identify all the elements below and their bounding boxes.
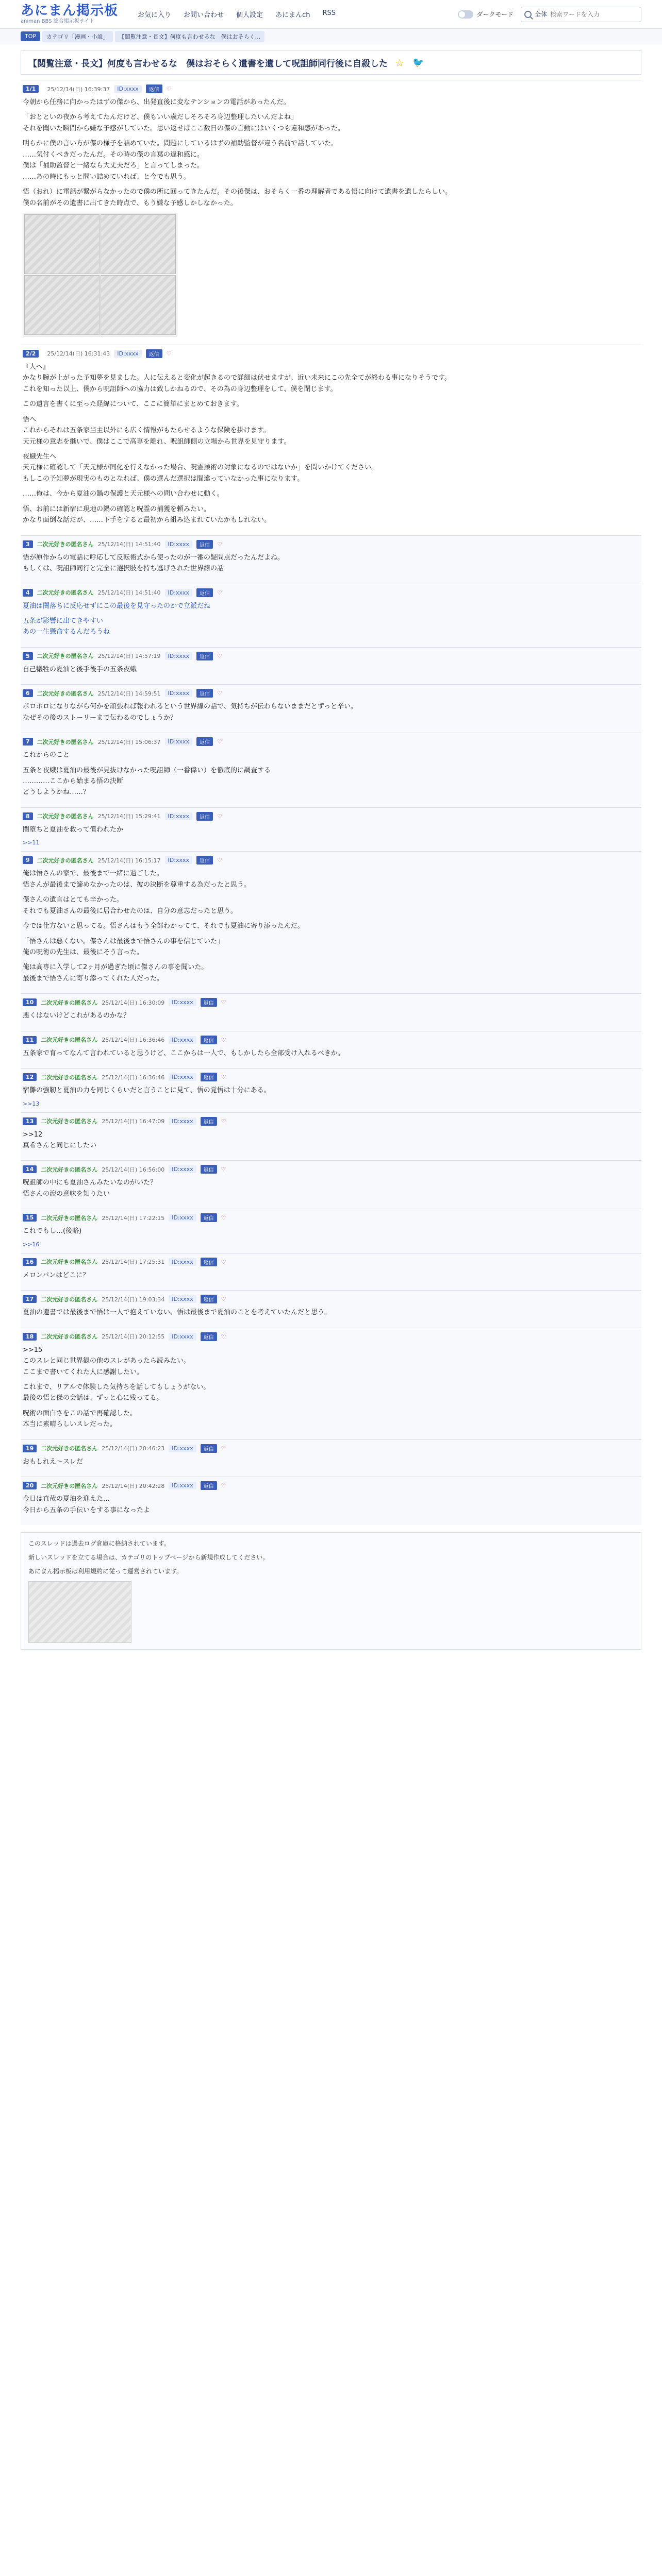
reply-button[interactable]: 返信 [201, 1444, 217, 1453]
poster-id[interactable]: ID:xxxx [114, 350, 141, 358]
heart-icon[interactable]: ♡ [166, 86, 172, 92]
post-header [23, 84, 639, 93]
poster-name: 二次元好きの匿名さん [37, 541, 94, 548]
post-paragraph: ……俺は、今から夏油の鍋の保護と天元様への問い合わせに動く。 [23, 490, 224, 498]
heart-icon[interactable]: ♡ [221, 1166, 226, 1173]
post-paragraph: 悟、お前には新宿に現地の鍋の確認と呪霊の捕獲を頼みたい。 かなり面倒な話だが、……下手をすると最初から組み込まれていたかもしれない。 [23, 505, 271, 524]
post-paragraph: 五条家で育ってなんて言われていると思うけど、ここからは一人で、もしかしたら全部受け入れるべきか。 [23, 1049, 344, 1057]
poster-id[interactable]: ID:xxxx [165, 812, 192, 820]
post [21, 1253, 641, 1290]
poster-name: 二次元好きの匿名さん [37, 813, 94, 820]
thread-title: 【閲覧注意・長文】何度も言わせるな 僕はおそらく遺書を遺して呪詛師同行後に自殺した [28, 59, 388, 69]
post [21, 1112, 641, 1161]
toggle-switch[interactable] [458, 10, 473, 19]
post-body [23, 868, 639, 984]
heart-icon[interactable]: ♡ [221, 1445, 226, 1452]
post [21, 1290, 641, 1327]
heart-icon[interactable]: ♡ [221, 999, 226, 1006]
heart-icon[interactable]: ♡ [221, 1117, 226, 1125]
post-paragraph: 悪くはないけどこれがあるのかな？ [23, 1012, 130, 1020]
post-body [23, 1456, 639, 1467]
poster-name: 二次元好きの匿名さん [37, 653, 94, 660]
post-date: 25/12/14(日) 17:22:15 [102, 1214, 165, 1222]
post-number[interactable]: 17 [23, 1295, 37, 1303]
poster-id[interactable]: ID:xxxx [169, 1482, 196, 1489]
post-date: 25/12/14(日) 20:46:23 [102, 1445, 165, 1452]
reply-button[interactable]: 返信 [201, 1258, 217, 1266]
post-header [23, 1213, 639, 1222]
breadcrumb [0, 29, 662, 44]
post-date: 25/12/14(日) 15:29:41 [97, 813, 161, 820]
reply-button[interactable]: 返信 [196, 540, 213, 549]
post-paragraph: 「おとといの夜から考えてたんだけど、僕もいい歳だしそろそろ身辺整理したいんだよね」 それを聞いた瞬間から嫌な予感がしていた。思い返せばここ数日の傑の言動にはいくつも違和感があった。 [23, 113, 344, 132]
reply-button[interactable]: 返信 [201, 1073, 217, 1081]
post-paragraph: 自己犠牲の夏油と後手後手の五条夜蛾 [23, 665, 137, 673]
poster-name: 二次元好きの匿名さん [41, 1074, 98, 1081]
post-body [23, 824, 639, 835]
post-image[interactable] [23, 213, 177, 336]
footer-notice [21, 1532, 641, 1650]
post-paragraph: 明らかに僕の言い方が傑の様子を詰めていた。問題にしているはずの補助監督が違う名前で話していた。 ……気付くべきだったんだ。その時の傑の言葉の違和感に。 僕は「補助監督と一緒なら大丈夫だろ」と言ってしまった。 ……あの時にもっと問い詰めていれば、と今でも思う。 [23, 140, 338, 181]
heart-icon[interactable]: ♡ [217, 540, 222, 548]
post-paragraph: 闇堕ちと夏油を救って償われたか [23, 825, 124, 834]
reply-button[interactable]: 返信 [201, 1332, 217, 1341]
poster-id[interactable]: ID:xxxx [169, 1214, 196, 1222]
post-paragraph: 「悟さんは悪くない。傑さんは最後まで悟さんの事を信じていた」 俺の呪術の先生は、最後にそう言った。 [23, 937, 224, 956]
poster-id[interactable]: ID:xxxx [165, 738, 192, 745]
nav-favorites[interactable]: お気に入り [138, 11, 172, 19]
post-number[interactable]: 12 [23, 1073, 37, 1081]
post-number[interactable]: 1/1 [23, 85, 39, 93]
site-header [0, 0, 662, 29]
post-paragraph: 宿儺の強靭と夏油の力を同じくらいだと言うことに見て、悟の覚悟は十分にある。 [23, 1087, 271, 1095]
post [21, 684, 641, 733]
heart-icon[interactable]: ♡ [221, 1214, 226, 1222]
post-body [23, 1085, 639, 1096]
manga-panel [24, 214, 100, 274]
post-body [23, 1010, 639, 1021]
post-header [23, 812, 639, 821]
post-date: 25/12/14(日) 14:51:40 [97, 589, 161, 596]
post-paragraph: >>12 真希さんと同じにしたい [23, 1130, 97, 1149]
post-number[interactable]: 10 [23, 998, 37, 1006]
post-paragraph: 夜蛾先生へ 天元様に確認して「天元様が同化を行えなかった場合、呪霊操術の対象になるのではないか」を問いかけてください。 もしこの予知夢が現実のものとなれば、僕の選んだ選択は間違っていなかった事になります。 [23, 453, 378, 483]
search-box [521, 7, 641, 22]
post-header [23, 652, 639, 660]
post-date: 25/12/14(日) 15:06:37 [97, 738, 161, 745]
post [21, 851, 641, 993]
post [21, 1477, 641, 1525]
logo-text: あにまん掲示板 [21, 3, 119, 19]
poster-name: 二次元好きの匿名さん [41, 1296, 98, 1303]
footer-line: あにまん掲示板は利用規約に従って運営されています。 [28, 1568, 183, 1575]
post-paragraph: おもしれえ～スレだ [23, 1458, 84, 1466]
post-body [23, 1307, 639, 1318]
post-date: 25/12/14(日) 20:12:55 [102, 1333, 165, 1341]
poster-name: 二次元好きの匿名さん [37, 857, 94, 864]
post-header [23, 998, 639, 1007]
footer-line: このスレッドは過去ログ倉庫に格納されています。 [28, 1540, 170, 1547]
heart-icon[interactable]: ♡ [217, 812, 222, 820]
post-header [23, 1295, 639, 1303]
search-input[interactable] [550, 11, 638, 18]
post-body [23, 1048, 639, 1059]
reply-button[interactable]: 返信 [201, 1213, 217, 1222]
post [21, 993, 641, 1030]
reply-button[interactable]: 返信 [196, 737, 213, 746]
poster-id[interactable]: ID:xxxx [169, 1036, 196, 1044]
post-date: 25/12/14(日) 17:25:31 [102, 1259, 165, 1266]
heart-icon[interactable]: ♡ [221, 1296, 226, 1303]
post [21, 1160, 641, 1209]
post-number[interactable]: 2/2 [23, 350, 39, 358]
poster-id[interactable]: ID:xxxx [169, 1295, 196, 1303]
poster-name: 二次元好きの匿名さん [41, 1214, 98, 1222]
poster-id[interactable]: ID:xxxx [169, 1117, 196, 1125]
heart-icon[interactable]: ♡ [217, 738, 222, 745]
poster-name: 二次元好きの匿名さん [41, 999, 98, 1006]
post-number[interactable]: 11 [23, 1036, 37, 1044]
poster-id[interactable]: ID:xxxx [169, 1165, 196, 1173]
reply-button[interactable]: 返信 [146, 84, 162, 93]
breadcrumb-top[interactable]: TOP [21, 31, 40, 41]
post-date: 25/12/14(日) 19:03:34 [102, 1296, 165, 1303]
heart-icon[interactable]: ♡ [166, 350, 172, 357]
post-header [23, 1444, 639, 1453]
post-body [23, 664, 639, 675]
main-nav [133, 6, 341, 22]
poster-name: 二次元好きの匿名さん [37, 738, 94, 745]
post-body [23, 362, 639, 526]
nav-rss[interactable]: RSS [322, 9, 336, 17]
post-header [23, 1036, 639, 1044]
heart-icon[interactable]: ♡ [217, 690, 222, 697]
post-date: 25/12/14(日) 14:57:19 [97, 653, 161, 660]
poster-id[interactable]: ID:xxxx [169, 1445, 196, 1452]
post [21, 1439, 641, 1477]
post-paragraph: 悟（おれ）に電話が繋がらなかったので僕の所に回ってきたんだ。その後傑は、おそらく一番の理解者である悟に向けて遺書を遺したらしい。 僕の名前がその遺書に出てきた時点で、もう嫌な予感しかしなかった。 [23, 188, 452, 207]
dark-mode-label: ダークモード [476, 11, 514, 18]
reply-button[interactable]: 返信 [196, 588, 213, 597]
post-paragraph: 悟が原作からの電話に呼応して反転術式から使ったのが一番の疑問点だったんだよね。 もしくは、呪詛師同行と完全に選択肢を持ち逃げされた世界線の話 [23, 553, 285, 573]
poster-name: 二次元好きの匿名さん [41, 1166, 98, 1173]
post-date: 25/12/14(日) 16:36:46 [102, 1074, 165, 1081]
post-header [23, 1117, 639, 1126]
post-number[interactable]: 8 [23, 812, 33, 820]
post-paragraph: これでもし…(後略) [23, 1227, 82, 1235]
post-paragraph: >>15 このスレと同じ世界観の他のスレがあったら読みたい。 ここまで書いてくれた人に感謝したい。 [23, 1346, 190, 1376]
reply-button[interactable]: 返信 [146, 349, 162, 358]
post-date: 25/12/14(日) 16:39:37 [47, 86, 110, 93]
post-date: 25/12/14(日) 14:59:51 [97, 690, 161, 697]
post-paragraph: 呪術の面白さをこの話で再確認した。 本当に素晴らしいスレだった。 [23, 1409, 137, 1429]
heart-icon[interactable]: ♡ [217, 857, 222, 864]
poster-id[interactable]: ID:xxxx [169, 1258, 196, 1266]
post-number[interactable]: 14 [23, 1165, 37, 1173]
post-paragraph: これまで、リアルで体験した気持ちを話してもしょうがない。 最後の悟と傑の会話は、ずっと心に残ってる。 [23, 1383, 210, 1402]
star-icon[interactable]: ☆ [395, 56, 404, 69]
post-body [23, 552, 639, 574]
post-paragraph: これからのこと [23, 751, 70, 759]
manga-panel [24, 275, 100, 335]
post-number[interactable]: 7 [23, 738, 33, 745]
reply-button[interactable]: 返信 [196, 689, 213, 698]
post-header [23, 1481, 639, 1490]
post-list [21, 80, 641, 1525]
post [21, 80, 641, 345]
reply-button[interactable]: 返信 [196, 856, 213, 865]
reply-button[interactable]: 返信 [196, 812, 213, 821]
post-header [23, 1165, 639, 1174]
post-date: 25/12/14(日) 16:56:00 [102, 1166, 165, 1173]
poster-name: 二次元好きの匿名さん [41, 1037, 98, 1044]
reply-button[interactable]: 返信 [201, 1165, 217, 1174]
post [21, 733, 641, 807]
reply-button[interactable]: 返信 [201, 998, 217, 1007]
post-date: 25/12/14(日) 16:47:09 [102, 1118, 165, 1125]
post-number[interactable]: 13 [23, 1117, 37, 1125]
post-number[interactable]: 18 [23, 1333, 37, 1341]
footer-line: 新しいスレッドを立てる場合は、カテゴリのトップページから新規作成してください。 [28, 1554, 269, 1562]
heart-icon[interactable]: ♡ [221, 1482, 226, 1489]
post [21, 584, 641, 647]
nav-settings[interactable]: 個人設定 [236, 11, 263, 19]
poster-name: 二次元好きの匿名さん [41, 1445, 98, 1452]
search-icon[interactable] [524, 11, 532, 18]
reply-button[interactable]: 返信 [201, 1036, 217, 1044]
post-header [23, 1073, 639, 1081]
post-date: 25/12/14(日) 16:36:46 [102, 1037, 165, 1044]
post-body [23, 750, 639, 798]
thread-title-box [21, 50, 641, 75]
post-number[interactable]: 4 [23, 589, 33, 597]
post-date: 25/12/14(日) 16:15:17 [97, 857, 161, 864]
post [21, 535, 641, 584]
poster-name: 二次元好きの匿名さん [37, 690, 94, 697]
poster-name: 二次元好きの匿名さん [41, 1482, 98, 1489]
post-header [23, 588, 639, 597]
post [21, 807, 641, 851]
post [21, 647, 641, 684]
heart-icon[interactable]: ♡ [221, 1036, 226, 1043]
manga-panel [101, 214, 176, 274]
post-body [23, 1129, 639, 1151]
reply-button[interactable]: 返信 [201, 1295, 217, 1303]
post-date: 25/12/14(日) 16:31:43 [47, 350, 110, 358]
poster-id[interactable]: ID:xxxx [165, 589, 192, 597]
post-header [23, 349, 639, 358]
dark-mode-toggle[interactable] [458, 10, 514, 19]
poster-name: 二次元好きの匿名さん [37, 589, 94, 596]
breadcrumb-thread[interactable]: 【閲覧注意・長文】何度も言わせるな 僕はおそらく... [115, 31, 265, 42]
heart-icon[interactable]: ♡ [217, 652, 222, 659]
post-body [23, 1270, 639, 1281]
post-body [23, 1177, 639, 1199]
post-paragraph: この遺言を書くに至った経緯について、ここに簡単にまとめておきます。 [23, 400, 243, 409]
search-scope[interactable]: 全体 [534, 11, 547, 18]
heart-icon[interactable]: ♡ [217, 589, 222, 596]
site-logo[interactable] [21, 4, 118, 24]
heart-icon[interactable]: ♡ [221, 1258, 226, 1265]
post-date: 25/12/14(日) 14:51:40 [97, 541, 161, 548]
reply-link[interactable]: >>16 [23, 1241, 40, 1248]
reply-link[interactable]: >>13 [23, 1100, 40, 1107]
post-paragraph: 俺は悟さんの家で、最後まで一緒に過ごした。 悟さんが最後まで諦めなかったのは、彼の決断を尊重する為だったと思う。 [23, 870, 251, 889]
poster-name: 二次元好きの匿名さん [41, 1259, 98, 1266]
post-number[interactable]: 15 [23, 1214, 37, 1222]
post-paragraph: 『人へ』 かなり腕が上がった予知夢を見ました。人に伝えると変化が起きるので詳細は伏せますが、近い未来にこの先全てが終わる事になりそうです。 これを知った以上、僕から呪詛師への協力は致しかねるので、その為の身辺整理をして、僕を閉じます。 [23, 363, 451, 393]
post-number[interactable]: 6 [23, 689, 33, 697]
post-paragraph: 夏油は闇落ちに反応せずにこの最後を見守ったのかで立派だね [23, 602, 211, 610]
poster-name: 二次元好きの匿名さん [41, 1118, 98, 1125]
post-number[interactable]: 3 [23, 540, 33, 548]
post-paragraph: ポロポロになりながら何かを頑張れば報われるという世界線の話で、気持ちが伝わらないままだとずっと辛い。 なぜその後のストーリーまで伝わるのでしょうか？ [23, 703, 357, 722]
post-number[interactable]: 16 [23, 1258, 37, 1266]
post-paragraph: 今では仕方ないと思ってる。悟さんはもう全部わかってて、それでも夏油に寄り添ったんだ。 [23, 922, 304, 930]
poster-id[interactable]: ID:xxxx [114, 85, 141, 93]
post-paragraph: 今朝から任務に向かったはずの傑から、出発直後に変なテンションの電話があったんだ。 [23, 98, 290, 106]
post-paragraph: 呪詛師の中にも夏油さんみたいなのがいた？ 悟さんの涙の意味を知りたい [23, 1179, 157, 1198]
header-right [458, 7, 641, 22]
nav-animanch[interactable]: あにまんch [275, 11, 310, 19]
post-paragraph: メロンパンはどこに？ [23, 1271, 90, 1279]
heart-icon[interactable]: ♡ [221, 1074, 226, 1081]
logo-subtext: animan BBS 総合掲示板サイト [21, 19, 95, 24]
post-body [23, 701, 639, 723]
nav-contact[interactable]: お問い合わせ [184, 11, 224, 19]
footer-image [28, 1581, 131, 1643]
post-paragraph: 悟へ これからそれは五条家当主以外にも広く情報がもたらせるような保険を掛けます。 天元様の意志を継いで、僕はここで高専を離れ、呪詛師側の立場から世界を見守ります。 [23, 415, 291, 446]
post-paragraph: 五条が影響に出てきやすい あの一生懸命するんだろうね [23, 617, 110, 636]
post-header [23, 1332, 639, 1341]
post [21, 1328, 641, 1439]
post [21, 1031, 641, 1068]
reply-button[interactable]: 返信 [201, 1117, 217, 1126]
post-header [23, 856, 639, 865]
post-body [23, 1226, 639, 1236]
poster-id[interactable]: ID:xxxx [169, 1073, 196, 1081]
poster-name: 二次元好きの匿名さん [41, 1333, 98, 1341]
post-number[interactable]: 19 [23, 1445, 37, 1452]
manga-panel [101, 275, 176, 335]
post-body [23, 601, 639, 638]
post-number[interactable]: 5 [23, 652, 33, 660]
post-header [23, 540, 639, 549]
poster-id[interactable]: ID:xxxx [165, 652, 192, 660]
post [21, 1209, 641, 1252]
post-date: 25/12/14(日) 20:42:28 [102, 1482, 165, 1489]
post-paragraph: 五条と夜蛾は夏油の最後が見抜けなかった呪詛師（一番偉い）を徹底的に調査する …………ここから始まる悟の決断 どうしようかね……？ [23, 766, 271, 796]
post-paragraph: 俺は高専に入学して2ヶ月が過ぎた頃に傑さんの事を聞いた。 最後まで悟さんに寄り添ってくれた人だった。 [23, 963, 208, 982]
post-paragraph: 夏油の遺書では最後まで悟は一人で抱えていない、悟は最後まで夏油のことを考えていたんだと思う。 [23, 1309, 332, 1317]
poster-id[interactable]: ID:xxxx [165, 856, 192, 864]
post-body [23, 1494, 639, 1516]
post-header [23, 737, 639, 746]
breadcrumb-category[interactable]: カテゴリ「漫画・小説」 [42, 31, 113, 42]
post-header [23, 689, 639, 698]
post [21, 345, 641, 535]
post-body [23, 1345, 639, 1430]
poster-id[interactable]: ID:xxxx [165, 689, 192, 697]
poster-id[interactable]: ID:xxxx [169, 998, 196, 1006]
post-paragraph: 傑さんの遺言はとても辛かった。 それでも夏油さんの最後に居合わせたのは、自分の意志だったと思う。 [23, 896, 238, 915]
reply-button[interactable]: 返信 [196, 652, 213, 660]
post [21, 1068, 641, 1112]
heart-icon[interactable]: ♡ [221, 1333, 226, 1340]
poster-id[interactable]: ID:xxxx [165, 540, 192, 548]
post-paragraph: 今日は直哉の夏油を迎えた… 今日から五条の手伝いをする事になったよ [23, 1495, 151, 1514]
poster-id[interactable]: ID:xxxx [169, 1333, 196, 1341]
post-number[interactable]: 9 [23, 856, 33, 864]
reply-link[interactable]: >>11 [23, 839, 40, 846]
post-date: 25/12/14(日) 16:30:09 [102, 999, 165, 1006]
twitter-icon[interactable]: 🐦 [412, 57, 424, 68]
post-body [23, 97, 639, 336]
post-header [23, 1258, 639, 1266]
post-number[interactable]: 20 [23, 1482, 37, 1489]
reply-button[interactable]: 返信 [201, 1481, 217, 1490]
